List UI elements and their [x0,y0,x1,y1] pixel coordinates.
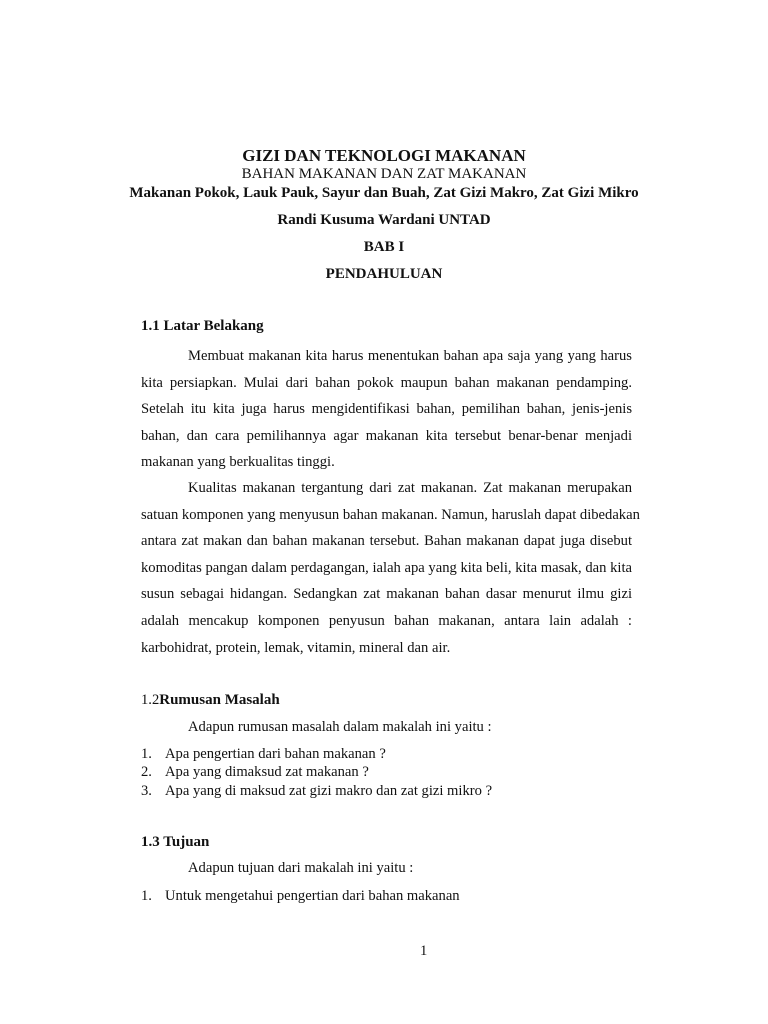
document-title: GIZI DAN TEKNOLOGI MAKANAN [242,146,526,165]
list-number: 1. [141,888,152,904]
list-text: Apa yang di maksud zat gizi makro dan zat gizi mikro ? [165,783,493,799]
section-number: 1.2 [141,692,160,708]
list-number: 1. [141,746,152,762]
author: Randi Kusuma Wardani UNTAD [277,212,491,228]
section-heading-tujuan: 1.3 Tujuan [141,834,210,850]
paragraph-2 [141,475,640,661]
list-text: Untuk mengetahui pengertian dari bahan makanan [165,888,460,904]
list-number: 2. [141,764,152,780]
paragraph-line: karbohidrat, protein, lemak, vitamin, mineral dan air. [141,639,451,656]
list-item [141,888,460,905]
section-heading-rumusan-masalah [141,692,280,709]
paragraph-line: kita persiapkan. Mulai dari bahan pokok maupun bahan makanan pendamping. [141,374,632,391]
list-text: Apa yang dimaksud zat makanan ? [165,764,369,780]
list-item [141,746,386,763]
paragraph-line: komoditas pangan dalam perdagangan, ialah apa yang kita beli, kita masak, dan kita [141,559,632,576]
section-title: Rumusan Masalah [159,692,280,708]
list-item [141,764,369,781]
paragraph-line: adalah mencakup komponen penyusun bahan makanan, antara lain adalah : [141,612,632,629]
paragraph-line: bahan, dan cara pemilihannya agar makanan kita tersebut benar-benar menjadi [141,427,632,444]
paragraph-1 [141,343,632,476]
paragraph-line: satuan komponen yang menyusun bahan makanan. Namun, haruslah dapat dibedakan [141,506,640,523]
paragraph-line: antara zat makan dan bahan makanan tersebut. Bahan makanan dapat juga disebut [141,533,632,550]
paragraph-line: makanan yang berkualitas tinggi. [141,454,335,471]
section-heading-latar-belakang: 1.1 Latar Belakang [141,318,264,334]
document-subtitle: BAHAN MAKANAN DAN ZAT MAKANAN [241,166,527,182]
paragraph-line: Kualitas makanan tergantung dari zat makanan. Zat makanan merupakan [188,480,632,496]
paragraph-line: Setelah itu kita juga harus mengidentifikasi bahan, pemilihan bahan, jenis-jenis [141,401,632,418]
tujuan-intro: Adapun tujuan dari makalah ini yaitu : [188,860,414,876]
list-item [141,783,492,800]
page-number: 1 [420,943,428,959]
document-topics: Makanan Pokok, Lauk Pauk, Sayur dan Buah, Zat Gizi Makro, Zat Gizi Mikro [129,185,639,201]
chapter-title: PENDAHULUAN [325,266,443,282]
paragraph-line: susun sebagai hidangan. Sedangkan zat makanan bahan dasar menurut ilmu gizi [141,586,632,603]
paragraph-line: Membuat makanan kita harus menentukan bahan apa saja yang yang harus [188,348,632,364]
chapter-number: BAB I [363,239,405,255]
list-text: Apa pengertian dari bahan makanan ? [165,746,386,762]
list-number: 3. [141,783,152,799]
rumusan-intro: Adapun rumusan masalah dalam makalah ini yaitu : [188,719,492,735]
